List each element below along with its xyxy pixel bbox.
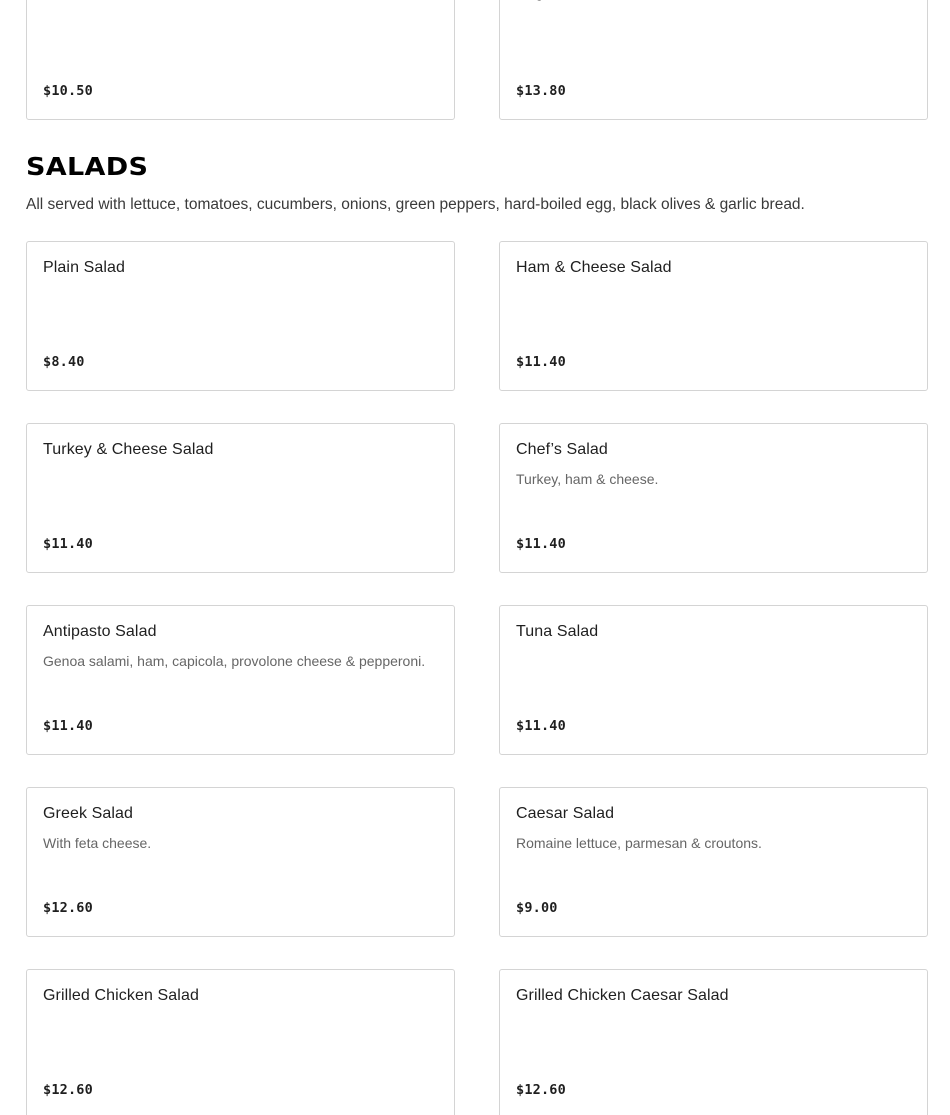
menu-item-description: With feta cheese. (43, 835, 152, 851)
menu-item-price: $11.40 (516, 354, 566, 370)
menu-item-card[interactable] (26, 241, 455, 391)
menu-item-price: $12.60 (43, 1082, 93, 1098)
menu-item-price: $12.60 (43, 900, 93, 916)
menu-item-card[interactable] (499, 423, 928, 573)
menu-item-card[interactable] (26, 0, 455, 120)
menu-item-card[interactable] (499, 241, 928, 391)
menu-item-name: Antipasto Salad (43, 623, 157, 640)
menu-item-name (516, 0, 684, 2)
menu-item-price: $11.40 (516, 718, 566, 734)
menu-item-price: $8.40 (43, 354, 85, 370)
menu-item-name (43, 0, 178, 2)
menu-item-price: $9.00 (516, 900, 558, 916)
menu-item-price: $11.40 (43, 718, 93, 734)
menu-item-name: Grilled Chicken Salad (43, 987, 199, 1004)
menu-item-price: $11.40 (516, 536, 566, 552)
menu-item-name: Plain Salad (43, 259, 126, 276)
menu-item-price: $13.80 (516, 83, 566, 99)
menu-item-name: Tuna Salad (516, 623, 599, 640)
menu-item-card[interactable] (499, 787, 928, 937)
menu-item-name: Chef’s Salad (516, 441, 608, 458)
menu-item-card[interactable] (499, 605, 928, 755)
menu-item-description: Romaine lettuce, parmesan & croutons. (516, 835, 762, 851)
section-title-salads: SALADS (26, 152, 149, 181)
menu-item-description: Genoa salami, ham, capicola, provolone cheese & pepperoni. (43, 653, 426, 669)
menu-item-name: Ham & Cheese Salad (516, 259, 672, 276)
menu-item-name: Greek Salad (43, 805, 134, 822)
section-description: All served with lettuce, tomatoes, cucumbers, onions, green peppers, hard-boiled egg, black olives & garlic bread. (26, 196, 805, 213)
menu-item-name: Turkey & Cheese Salad (43, 441, 214, 458)
menu-item-card[interactable] (499, 0, 928, 120)
menu-item-name: Grilled Chicken Caesar Salad (516, 987, 729, 1004)
menu-item-card[interactable] (499, 969, 928, 1115)
menu-item-card[interactable] (26, 423, 455, 573)
menu-item-price: $10.50 (43, 83, 93, 99)
menu-item-description: Turkey, ham & cheese. (516, 471, 659, 487)
menu-item-card[interactable] (26, 969, 455, 1115)
menu-item-card[interactable] (26, 787, 455, 937)
menu-item-name: Caesar Salad (516, 805, 615, 822)
menu-item-price: $11.40 (43, 536, 93, 552)
menu-item-card[interactable] (26, 605, 455, 755)
menu-item-price: $12.60 (516, 1082, 566, 1098)
